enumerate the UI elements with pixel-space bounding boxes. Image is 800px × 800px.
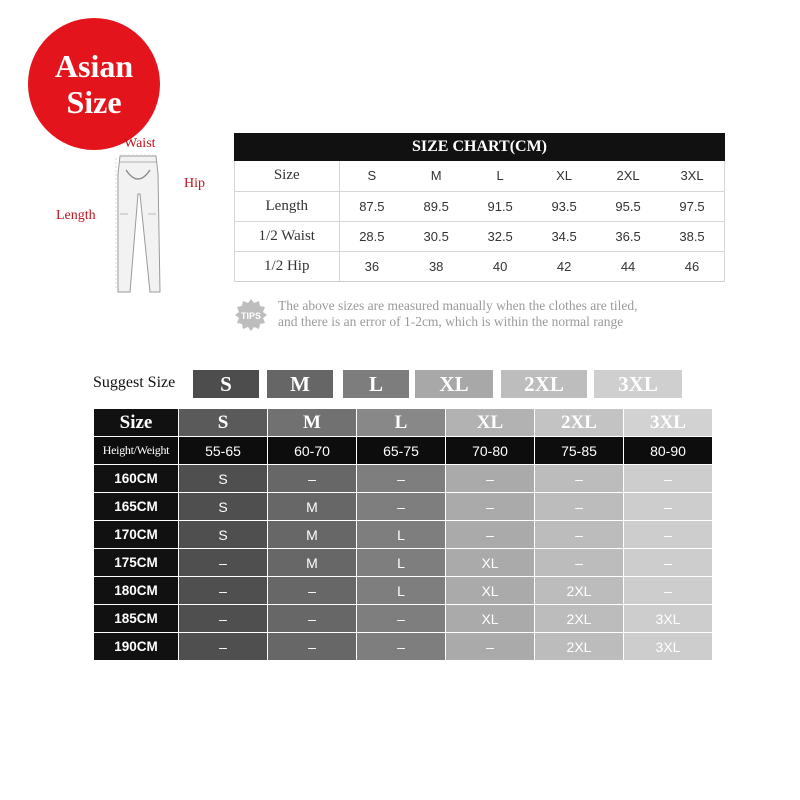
hw-height-row	[94, 577, 713, 605]
hw-height-row	[94, 465, 713, 493]
hw-size-cell: –	[624, 521, 713, 549]
hw-height-row	[94, 633, 713, 661]
size-chart	[234, 133, 725, 282]
hw-corner-label: Size	[94, 409, 179, 437]
size-chart-cell: 44	[596, 251, 660, 281]
size-chart-cell: 40	[468, 251, 532, 281]
hw-size-header: S	[179, 409, 268, 437]
suggest-size-chip: L	[343, 370, 409, 398]
size-chart-header-row	[235, 161, 724, 191]
hw-weight-label: Height/Weight	[94, 437, 179, 465]
hw-size-cell: –	[624, 465, 713, 493]
size-chart-cell: 89.5	[404, 191, 468, 221]
size-chart-cell: 46	[660, 251, 724, 281]
tips-text	[278, 298, 738, 330]
hw-size-header: 2XL	[535, 409, 624, 437]
hw-height-row	[94, 521, 713, 549]
hw-size-cell: –	[268, 577, 357, 605]
suggest-size-legend	[93, 370, 693, 398]
pants-icon	[108, 154, 168, 294]
hw-height-row	[94, 549, 713, 577]
hw-size-cell: –	[446, 521, 535, 549]
size-chart-header-size: 3XL	[660, 161, 724, 191]
hw-height-row	[94, 493, 713, 521]
hw-size-cell: XL	[446, 549, 535, 577]
size-chart-cell: 95.5	[596, 191, 660, 221]
size-chart-header-size: S	[339, 161, 404, 191]
hw-size-cell: S	[179, 465, 268, 493]
hw-size-header: 3XL	[624, 409, 713, 437]
hw-size-cell: 3XL	[624, 605, 713, 633]
length-label: Length	[56, 208, 96, 223]
suggest-size-chip: M	[267, 370, 333, 398]
hw-weight-range: 65-75	[357, 437, 446, 465]
size-chart-cell: 32.5	[468, 221, 532, 251]
hw-size-cell: –	[179, 549, 268, 577]
size-chart-cell: 34.5	[532, 221, 596, 251]
size-chart-header-size: XL	[532, 161, 596, 191]
tips-line-1: The above sizes are measured manually when the clothes are tiled,	[278, 298, 638, 313]
hw-size-cell: 2XL	[535, 605, 624, 633]
hw-size-cell: –	[624, 493, 713, 521]
hw-size-cell: –	[535, 549, 624, 577]
hw-height-label: 185CM	[94, 605, 179, 633]
hw-size-cell: 3XL	[624, 633, 713, 661]
size-chart-cell: 87.5	[339, 191, 404, 221]
suggest-size-chip: 3XL	[594, 370, 682, 398]
size-chart-cell: 30.5	[404, 221, 468, 251]
tips-icon	[234, 298, 268, 332]
hw-size-cell: –	[179, 577, 268, 605]
size-chart-header-size: 2XL	[596, 161, 660, 191]
size-chart-table	[235, 161, 724, 282]
hw-height-label: 175CM	[94, 549, 179, 577]
hw-size-header: L	[357, 409, 446, 437]
hw-height-label: 160CM	[94, 465, 179, 493]
hw-weight-row	[94, 437, 713, 465]
hw-size-cell: –	[357, 465, 446, 493]
waist-label: Waist	[124, 136, 156, 151]
hw-size-cell: –	[535, 493, 624, 521]
height-weight-chart	[93, 408, 713, 661]
size-chart-row	[235, 191, 724, 221]
height-weight-table	[93, 408, 713, 661]
size-chart-cell: 97.5	[660, 191, 724, 221]
svg-text:TIPS: TIPS	[240, 311, 262, 321]
hw-size-cell: –	[624, 577, 713, 605]
hw-size-cell: M	[268, 521, 357, 549]
size-chart-cell: 38.5	[660, 221, 724, 251]
hw-size-cell: –	[624, 549, 713, 577]
hw-size-cell: –	[268, 465, 357, 493]
size-chart-header-size: M	[404, 161, 468, 191]
asian-size-badge	[28, 18, 160, 150]
hw-size-header: M	[268, 409, 357, 437]
hw-size-cell: –	[268, 633, 357, 661]
hw-size-cell: 2XL	[535, 633, 624, 661]
hw-header-row	[94, 409, 713, 437]
size-chart-row-label: 1/2 Hip	[235, 251, 339, 281]
size-chart-header-size: L	[468, 161, 532, 191]
size-chart-title: SIZE CHART(CM)	[234, 133, 725, 161]
hw-size-cell: 2XL	[535, 577, 624, 605]
pants-measurement-figure	[50, 132, 230, 302]
hw-size-cell: L	[357, 549, 446, 577]
hw-size-cell: –	[179, 633, 268, 661]
hw-weight-range: 55-65	[179, 437, 268, 465]
size-chart-cell: 28.5	[339, 221, 404, 251]
badge-line-1: Asian	[54, 48, 134, 84]
hw-height-label: 170CM	[94, 521, 179, 549]
hw-size-cell: XL	[446, 605, 535, 633]
suggest-size-chip: 2XL	[501, 370, 587, 398]
hw-size-cell: S	[179, 493, 268, 521]
hw-height-label: 180CM	[94, 577, 179, 605]
hw-height-label: 165CM	[94, 493, 179, 521]
suggest-size-chip: S	[193, 370, 259, 398]
hw-size-cell: S	[179, 521, 268, 549]
hw-weight-range: 70-80	[446, 437, 535, 465]
tips-note	[234, 296, 734, 336]
hw-size-cell: L	[357, 521, 446, 549]
size-chart-header-label: Size	[235, 161, 339, 191]
hw-height-label: 190CM	[94, 633, 179, 661]
hw-weight-range: 60-70	[268, 437, 357, 465]
hw-size-cell: –	[357, 633, 446, 661]
size-chart-cell: 93.5	[532, 191, 596, 221]
size-chart-row	[235, 251, 724, 281]
hw-size-cell: –	[357, 605, 446, 633]
size-chart-cell: 42	[532, 251, 596, 281]
hw-weight-range: 80-90	[624, 437, 713, 465]
hw-size-header: XL	[446, 409, 535, 437]
hw-size-cell: L	[357, 577, 446, 605]
tips-line-2: and there is an error of 1-2cm, which is within the normal range	[278, 314, 624, 329]
size-chart-row-label: Length	[235, 191, 339, 221]
hip-label: Hip	[184, 176, 205, 191]
suggest-size-chip: XL	[415, 370, 493, 398]
size-chart-cell: 36.5	[596, 221, 660, 251]
hw-size-cell: –	[535, 521, 624, 549]
hw-size-cell: M	[268, 549, 357, 577]
hw-size-cell: XL	[446, 577, 535, 605]
hw-size-cell: –	[357, 493, 446, 521]
size-chart-cell: 38	[404, 251, 468, 281]
size-chart-cell: 36	[339, 251, 404, 281]
hw-size-cell: –	[446, 493, 535, 521]
hw-size-cell: –	[446, 633, 535, 661]
hw-height-row	[94, 605, 713, 633]
hw-size-cell: –	[535, 465, 624, 493]
suggest-size-label: Suggest Size	[93, 374, 176, 391]
size-chart-row	[235, 221, 724, 251]
hw-size-cell: –	[446, 465, 535, 493]
hw-size-cell: –	[179, 605, 268, 633]
badge-line-2: Size	[66, 84, 122, 120]
size-chart-cell: 91.5	[468, 191, 532, 221]
hw-size-cell: –	[268, 605, 357, 633]
size-chart-row-label: 1/2 Waist	[235, 221, 339, 251]
hw-weight-range: 75-85	[535, 437, 624, 465]
hw-size-cell: M	[268, 493, 357, 521]
